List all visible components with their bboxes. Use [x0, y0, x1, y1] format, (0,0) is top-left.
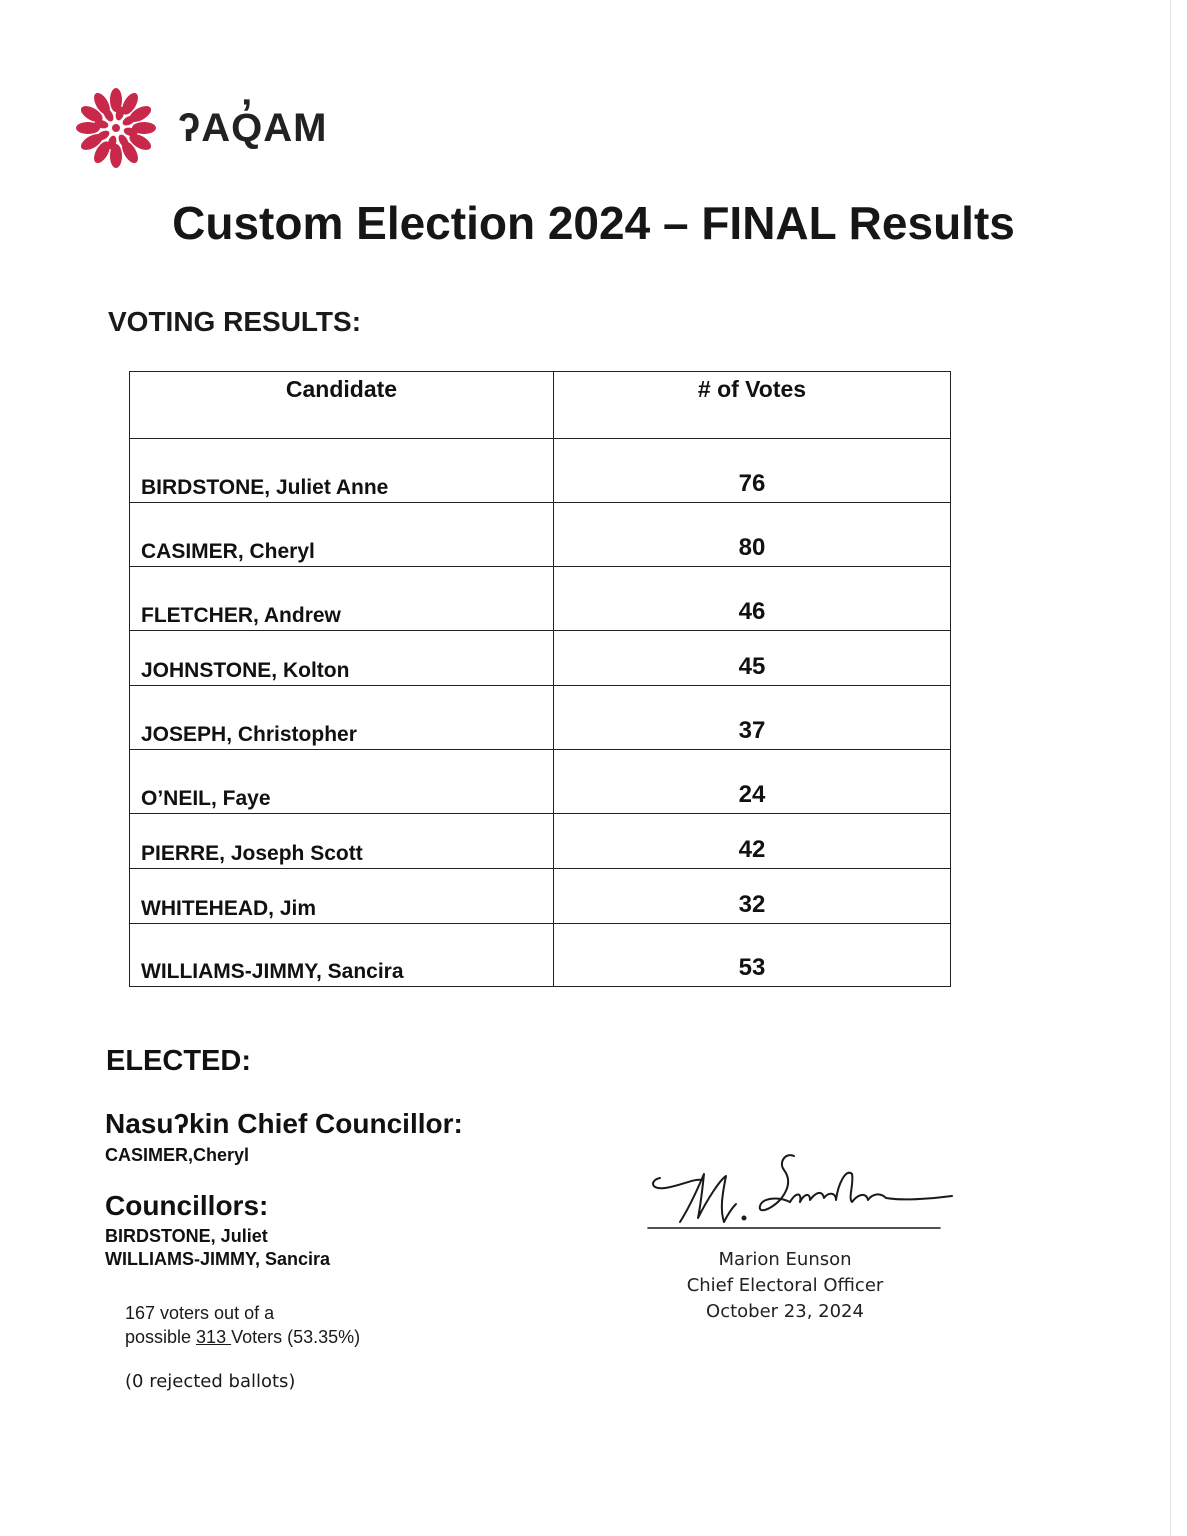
- table-row: [130, 869, 951, 924]
- header-votes: # of Votes: [554, 372, 951, 439]
- signature-date: October 23, 2024: [706, 1301, 864, 1322]
- vote-count: 46: [554, 567, 951, 631]
- turnout-line-2: [125, 1325, 360, 1349]
- vote-count: 53: [554, 924, 951, 987]
- vote-count: 80: [554, 503, 951, 567]
- signatory-block: [640, 1247, 930, 1325]
- page-title: Custom Election 2024 – FINAL Results: [172, 197, 1015, 249]
- elected-heading: ELECTED:: [106, 1045, 251, 1077]
- table-row: [130, 686, 951, 750]
- councillor-name: WILLIAMS-JIMMY, Sancira: [105, 1249, 331, 1269]
- table-row: [130, 814, 951, 869]
- table-row: [130, 631, 951, 686]
- results-table: [129, 371, 951, 987]
- candidate-name: O’NEIL, Faye: [130, 750, 554, 814]
- vote-count: 32: [554, 869, 951, 924]
- table-row: [130, 750, 951, 814]
- vote-count: 45: [554, 631, 951, 686]
- vote-count: 24: [554, 750, 951, 814]
- chief-councillor-heading: Nasuʔkin Chief Councillor:: [105, 1108, 463, 1139]
- table-row: [130, 503, 951, 567]
- candidate-name: FLETCHER, Andrew: [130, 567, 554, 631]
- org-name: ʔAQ̓AM: [178, 105, 328, 150]
- vote-count: 76: [554, 439, 951, 503]
- turnout-possible-count: 313: [196, 1327, 232, 1347]
- table-row: [130, 924, 951, 987]
- voter-turnout: [125, 1301, 360, 1349]
- councillor-list: [105, 1225, 330, 1271]
- candidate-name: WHITEHEAD, Jim: [130, 869, 554, 924]
- candidate-name: WILLIAMS-JIMMY, Sancira: [130, 924, 554, 987]
- councillor-name: BIRDSTONE, Juliet: [105, 1226, 268, 1246]
- candidate-name: JOHNSTONE, Kolton: [130, 631, 554, 686]
- candidate-name: CASIMER, Cheryl: [130, 503, 554, 567]
- table-row: [130, 439, 951, 503]
- table-header-row: [130, 372, 951, 439]
- vote-count: 42: [554, 814, 951, 869]
- rejected-ballots: (0 rejected ballots): [125, 1371, 296, 1392]
- turnout-line-1: 167 voters out of a: [125, 1303, 275, 1323]
- turnout-possible-prefix: possible: [125, 1327, 197, 1347]
- vote-count: 37: [554, 686, 951, 750]
- signatory-role: Chief Electoral Officer: [686, 1275, 884, 1296]
- turnout-possible-suffix: Voters (53.35%): [231, 1327, 361, 1347]
- signatory-name: Marion Eunson: [718, 1249, 852, 1270]
- councillors-heading: Councillors:: [105, 1190, 269, 1221]
- candidate-name: JOSEPH, Christopher: [130, 686, 554, 750]
- chief-councillor-name: CASIMER,Cheryl: [105, 1145, 250, 1165]
- header-candidate: Candidate: [130, 372, 554, 439]
- candidate-name: BIRDSTONE, Juliet Anne: [130, 439, 554, 503]
- signature-icon: [640, 1148, 970, 1238]
- org-logo: [74, 86, 327, 170]
- flower-logo-icon: [74, 86, 158, 170]
- candidate-name: PIERRE, Joseph Scott: [130, 814, 554, 869]
- handwritten-signature: [640, 1148, 970, 1243]
- voting-results-heading: VOTING RESULTS:: [108, 306, 362, 337]
- table-row: [130, 567, 951, 631]
